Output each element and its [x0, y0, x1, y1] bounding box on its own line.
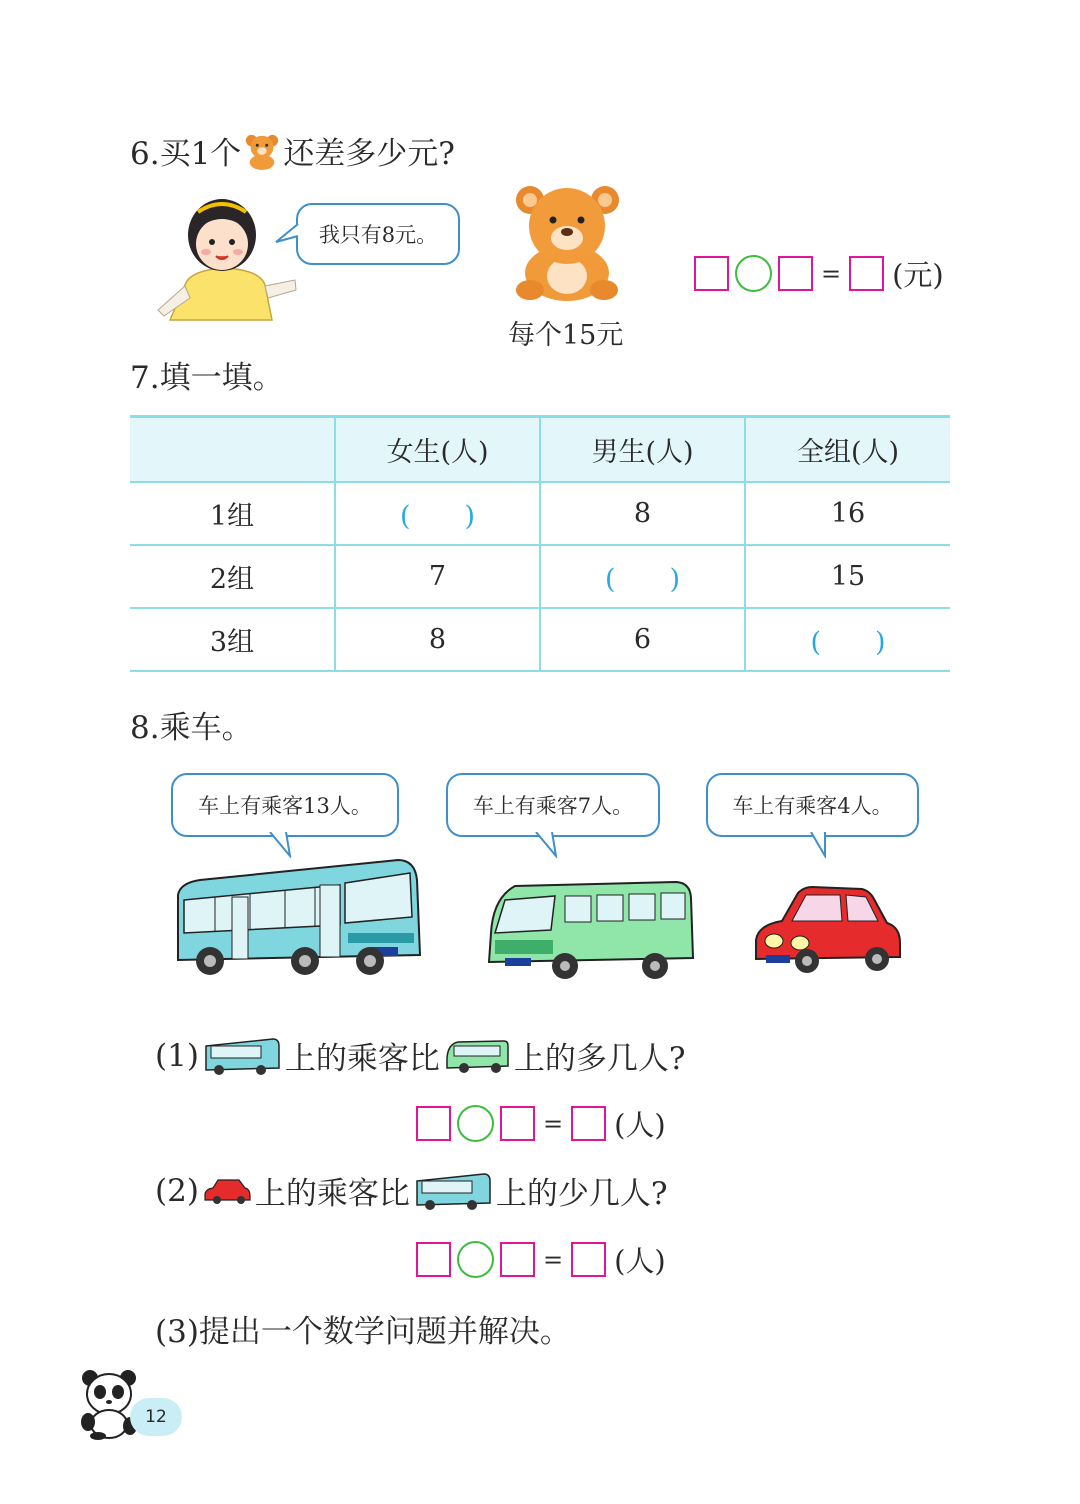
- unit-label: (人): [614, 1244, 666, 1278]
- table-cell: 1组: [130, 482, 335, 545]
- table-row: [130, 482, 950, 545]
- table-cell: 8: [335, 608, 540, 671]
- unit-label: (元): [892, 258, 944, 292]
- bus-speech-bubble: [171, 773, 399, 837]
- bus-icon: [203, 1036, 281, 1076]
- operator-circle[interactable]: [457, 1105, 494, 1142]
- table-cell: 7: [335, 545, 540, 608]
- speech-bubble-tail: [274, 222, 300, 248]
- q8-sub1-equation: [416, 1103, 666, 1144]
- q7-heading: 7.填一填。: [130, 360, 284, 396]
- table-row: [130, 545, 950, 608]
- q8-sub1: [155, 1033, 686, 1078]
- q6-equation: [694, 253, 944, 294]
- unit-label: (人): [614, 1108, 666, 1142]
- q6-heading-suffix: 还差多少元?: [283, 136, 455, 172]
- car-speech-text: 车上有乘客4人。: [732, 794, 893, 818]
- answer-box[interactable]: [416, 1106, 451, 1141]
- speech-bubble-tail: [805, 832, 831, 858]
- table-cell: 16: [745, 482, 950, 545]
- table-cell: 6: [540, 608, 745, 671]
- q8-heading: 8.乘车。: [130, 710, 253, 746]
- van-illustration: [485, 878, 695, 983]
- bus-icon: [414, 1171, 492, 1211]
- answer-box[interactable]: [778, 256, 813, 291]
- operator-circle[interactable]: [457, 1241, 494, 1278]
- table-header-cell: 女生(人): [335, 417, 540, 483]
- car-illustration: [752, 885, 904, 977]
- q8-sub1-text-a: 上的乘客比: [284, 1041, 440, 1077]
- van-speech-text: 车上有乘客7人。: [472, 794, 634, 818]
- answer-box[interactable]: [416, 1242, 451, 1277]
- answer-box[interactable]: [694, 256, 729, 291]
- q8-sub1-number: (1): [155, 1037, 199, 1074]
- q6-speech-bubble: [296, 203, 460, 265]
- equals-sign: =: [543, 1245, 564, 1274]
- table-cell: 8: [540, 482, 745, 545]
- table-header-cell: 全组(人): [745, 417, 950, 483]
- table-blank-cell[interactable]: ( ): [335, 482, 540, 545]
- q6-heading: [130, 128, 455, 173]
- table-blank-cell[interactable]: ( ): [540, 545, 745, 608]
- table-cell: 3组: [130, 608, 335, 671]
- van-icon: [444, 1038, 510, 1074]
- q8-sub2: [155, 1168, 668, 1213]
- q8-sub3: (3)提出一个数学问题并解决。: [155, 1314, 571, 1350]
- table-cell: 2组: [130, 545, 335, 608]
- teddy-bear-icon: [243, 132, 281, 170]
- table-blank-cell[interactable]: ( ): [745, 608, 950, 671]
- q8-sub2-equation: [416, 1239, 666, 1280]
- teddy-bear-illustration: [510, 178, 625, 303]
- q7-table: [130, 415, 950, 672]
- table-header-cell: [130, 417, 335, 483]
- equals-sign: =: [543, 1109, 564, 1138]
- answer-box[interactable]: [500, 1106, 535, 1141]
- car-speech-bubble: [706, 773, 919, 837]
- q8-sub2-number: (2): [155, 1172, 199, 1209]
- table-header-cell: 男生(人): [540, 417, 745, 483]
- answer-box[interactable]: [500, 1242, 535, 1277]
- q8-sub2-text-b: 上的少几人?: [495, 1176, 668, 1212]
- car-icon: [203, 1176, 251, 1206]
- table-cell: 15: [745, 545, 950, 608]
- speech-bubble-tail: [534, 832, 560, 858]
- girl-illustration: [150, 190, 300, 330]
- table-row: [130, 608, 950, 671]
- answer-box[interactable]: [571, 1242, 606, 1277]
- q6-price-label: 每个15元: [508, 320, 624, 351]
- answer-box[interactable]: [849, 256, 884, 291]
- q8-sub2-text-a: 上的乘客比: [254, 1176, 410, 1212]
- q6-speech-text: 我只有8元。: [318, 223, 438, 247]
- page-number: 12: [130, 1398, 182, 1436]
- bus-speech-text: 车上有乘客13人。: [198, 794, 372, 818]
- operator-circle[interactable]: [735, 255, 772, 292]
- answer-box[interactable]: [571, 1106, 606, 1141]
- panda-mascot-icon: [78, 1368, 140, 1440]
- van-speech-bubble: [446, 773, 660, 837]
- q8-sub1-text-b: 上的多几人?: [513, 1041, 686, 1077]
- table-header-row: [130, 417, 950, 483]
- equals-sign: =: [821, 259, 842, 288]
- bus-illustration: [170, 855, 425, 980]
- q6-heading-prefix: 6.买1个: [130, 136, 242, 172]
